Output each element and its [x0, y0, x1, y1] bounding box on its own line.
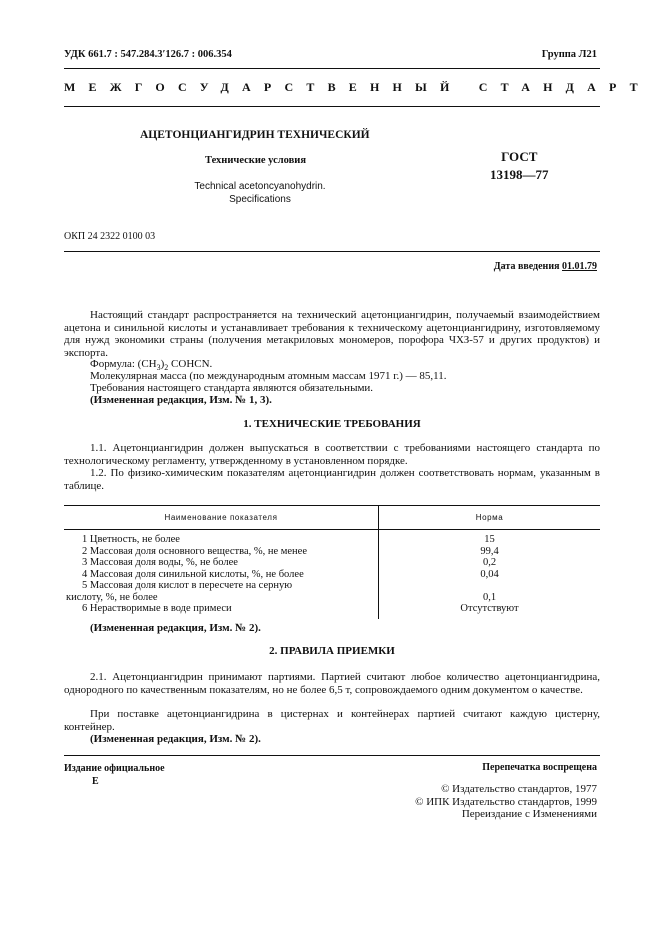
row-norm: Отсутствуют — [460, 603, 519, 614]
intro-paragraph: Настоящий стандарт распространяется на технический ацетонциангидрин, получаемый взаимодействием ацетона и синильной кислоты и устанавливает требования к техническому ацетонциангидрину, изготовляемому для нужд экономики страны (получения метакриловых мономеров, порофора ЧХЗ-57 и других продуктов) и экспорта. — [64, 309, 600, 359]
mandatory-note: Требования настоящего стандарта являются обязательными. — [90, 382, 374, 394]
norms-table — [64, 505, 600, 619]
intro-date — [494, 261, 597, 272]
section1-clause-1-1: 1.1. Ацетонциангидрин должен выпускаться в соответствии с требованиями настоящего стандарта по технологическому регламенту, утвержденному в установленном порядке. — [64, 442, 600, 467]
reprint-prohibited: Перепечатка воспрещена — [482, 762, 597, 773]
official-edition-label: Издание официальное — [64, 763, 165, 774]
row-indicator: 3 Массовая доля воды, %, не более — [64, 557, 379, 569]
intro-revision-note: (Измененная редакция, Изм. № 1, 3). — [90, 394, 272, 406]
gost-designation — [490, 148, 549, 184]
gost-label: ГОСТ — [501, 149, 538, 164]
table-row — [64, 603, 600, 619]
english-title — [160, 180, 360, 206]
section2-heading: 2. ПРАВИЛА ПРИЕМКИ — [269, 645, 395, 657]
english-title-line1: Technical acetoncyanohydrin. — [194, 181, 326, 192]
row-indicator: 4 Массовая доля синильной кислоты, %, не более — [64, 569, 379, 581]
copyright-1977: © Издательство стандартов, 1977 — [441, 783, 597, 795]
copyright-1999: © ИПК Издательство стандартов, 1999 — [415, 795, 597, 808]
intro-date-value: 01.01.79 — [562, 261, 597, 272]
table-row — [64, 530, 600, 546]
row-norm: 0,2 — [482, 557, 497, 568]
english-title-line2: Specifications — [229, 194, 291, 205]
section1-heading: 1. ТЕХНИЧЕСКИЕ ТРЕБОВАНИЯ — [243, 418, 421, 430]
row-indicator: 2 Массовая доля основного вещества, %, не менее — [64, 546, 379, 558]
section1-revision-note: (Измененная редакция, Изм. № 2). — [90, 622, 261, 634]
formula-line: Формула: $(CH_3)_2$ COHCN. — [90, 358, 213, 373]
group-code: Группа Л21 — [541, 49, 597, 60]
row-norm: 99,4 — [480, 545, 499, 557]
copyright-block — [415, 783, 597, 821]
row-indicator: 1 Цветность, не более — [64, 530, 379, 546]
header-rule-top — [64, 68, 600, 69]
official-edition — [64, 762, 165, 788]
gost-number: 13198—77 — [490, 167, 549, 182]
udk-code: УДК 661.7 : 547.284.3′126.7 : 006.354 — [64, 49, 232, 60]
table-row — [64, 546, 600, 558]
column-header-indicator: Наименование показателя — [64, 506, 379, 530]
edition-letter: Е — [92, 776, 99, 787]
section2-delivery-note: При поставке ацетонциангидрина в цистернах и контейнерах партией считают каждую цистерну, контейнер. — [64, 708, 600, 733]
row-norm: 0,04 — [480, 568, 499, 580]
row-norm: 15 — [484, 534, 495, 545]
row-indicator: 6 Нерастворимые в воде примеси — [64, 603, 379, 619]
document-subtitle: Технические условия — [205, 155, 307, 166]
row-indicator: 5 Массовая доля кислот в пересчете на серную — [64, 580, 379, 592]
section1-clause-1-2: 1.2. По физико-химическим показателям ацетонциангидрин должен соответствовать нормам, указанным в таблице. — [64, 467, 600, 492]
table-row — [64, 569, 600, 581]
okp-code: ОКП 24 2322 0100 03 — [64, 231, 156, 242]
intro-date-label: Дата введения — [493, 261, 560, 272]
okp-rule — [64, 251, 600, 252]
row-indicator: кислоту, %, не более — [64, 592, 379, 604]
row-norm: 0,1 — [482, 591, 497, 603]
table-row — [64, 580, 600, 592]
header-rule-bottom — [64, 106, 600, 107]
interstate-standard-banner: МЕЖГОСУДАРСТВЕННЫЙ СТАНДАРТ — [64, 80, 651, 94]
molecular-mass: Молекулярная масса (по международным атомным массам 1971 г.) — 85,11. — [90, 370, 447, 382]
reissue-note: Переиздание с Изменениями — [461, 808, 597, 820]
row-norm — [379, 580, 601, 592]
table-row — [64, 592, 600, 604]
norms-table-header — [64, 506, 600, 530]
table-row — [64, 557, 600, 569]
column-header-norm: Норма — [475, 513, 504, 522]
section2-clause-2-1: 2.1. Ацетонциангидрин принимают партиями. Партией считают любое количество ацетонциангидрина, однородного по качественным показателям, но не более 6,5 т, сопровождаемого одним документом о качестве. — [64, 671, 600, 696]
section2-revision-note: (Измененная редакция, Изм. № 2). — [90, 733, 261, 745]
document-title: АЦЕТОНЦИАНГИДРИН ТЕХНИЧЕСКИЙ — [140, 129, 370, 141]
footer-rule — [64, 755, 600, 756]
